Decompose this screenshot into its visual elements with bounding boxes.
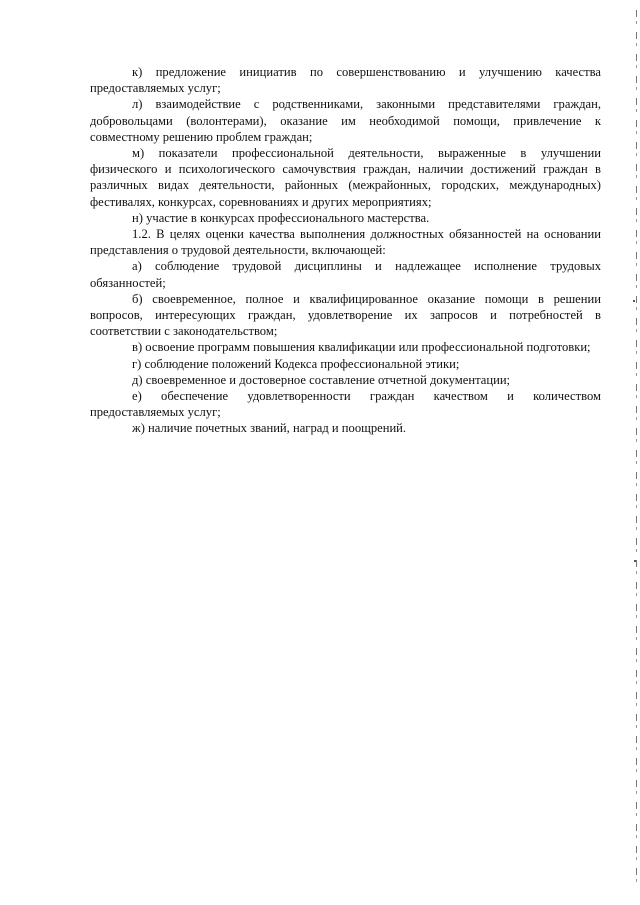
paragraph-l: л) взаимодействие с родственниками, законными представителями граждан, добровольцами (волонтерами), оказание им необходимой помощи, привлечение к совместному решению проблем граждан;: [90, 97, 601, 144]
scan-speck: [634, 560, 636, 562]
paragraph-k: к) предложение инициатив по совершенствованию и улучшению качества предоставляемых услуг;: [90, 65, 601, 96]
scan-edge-line: [636, 10, 637, 890]
paragraph-m: м) показатели профессиональной деятельности, выраженные в улучшении физического и психологического самочувствия граждан, наличии достижений граждан в различных видах деятельности, районных (межрайонных, городских, международных) фестивалях, конкурсах, соревнованиях и других мероприятиях;: [90, 146, 601, 209]
document-body: [90, 64, 601, 437]
paragraph-zh: ж) наличие почетных званий, наград и поощрений.: [132, 421, 407, 436]
paragraph-1-2: 1.2. В целях оценки качества выполнения должностных обязанностей на основании представления о трудовой деятельности, включающей:: [90, 227, 601, 258]
scan-speck: [633, 300, 635, 302]
paragraph-a: а) соблюдение трудовой дисциплины и надлежащее исполнение трудовых обязанностей;: [90, 259, 601, 290]
paragraph-d: д) своевременное и достоверное составление отчетной документации;: [132, 372, 511, 387]
paragraph-e: е) обеспечение удовлетворенности граждан качеством и количеством предоставляемых услуг;: [90, 389, 601, 420]
paragraph-v: в) освоение программ повышения квалификации или профессиональной подготовки;: [132, 340, 591, 355]
paragraph-n: н) участие в конкурсах профессионального мастерства.: [132, 210, 430, 225]
paragraph-g: г) соблюдение положений Кодекса профессиональной этики;: [132, 356, 460, 371]
paragraph-b: б) своевременное, полное и квалифицированное оказание помощи в решении вопросов, интересующих граждан, удовлетворение их запросов и потребностей в соответствии с законодательством;: [90, 291, 601, 339]
